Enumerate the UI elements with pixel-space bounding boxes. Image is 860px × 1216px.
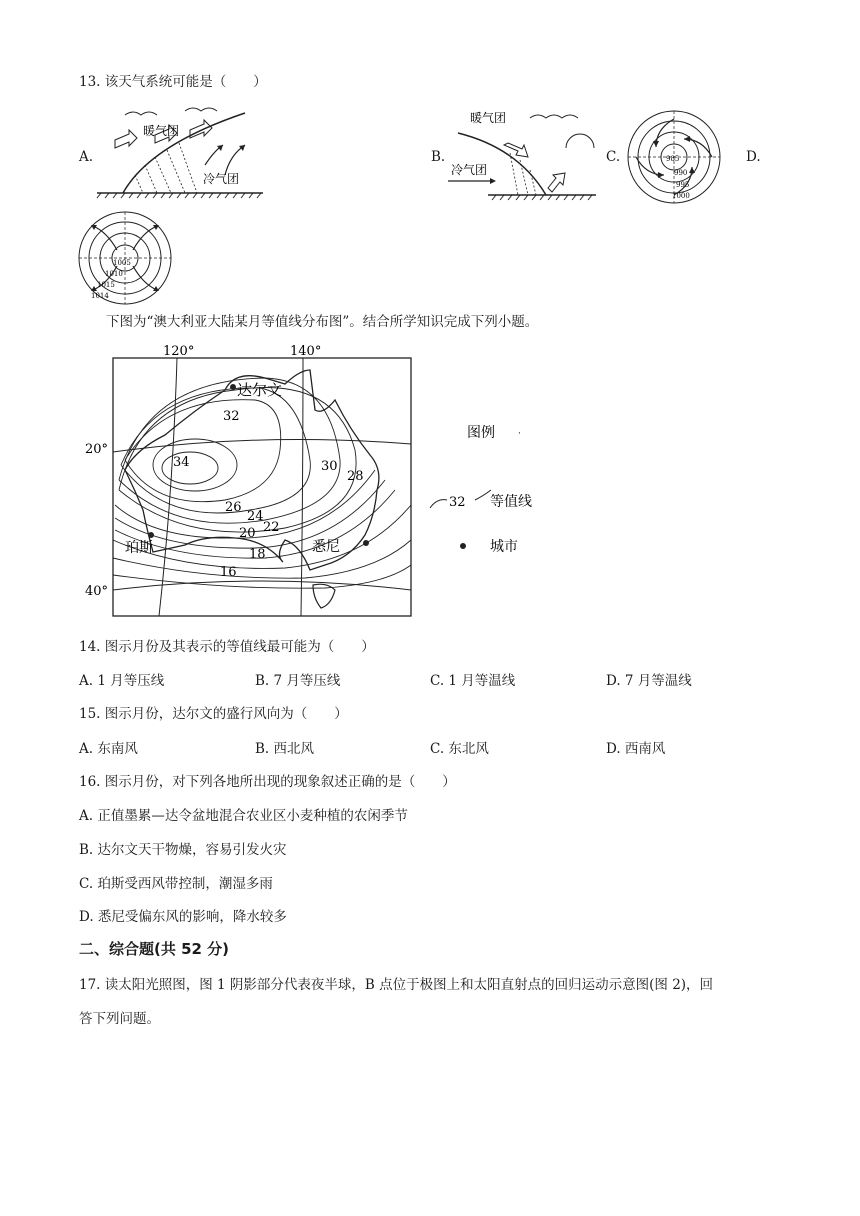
city-label-darwin: 达尔文 (237, 381, 283, 399)
iso-label-32: 32 (223, 409, 240, 424)
q14-option-a[interactable]: A. 1 月等压线 (79, 673, 165, 689)
city-dot-sydney (363, 540, 369, 546)
q13-option-c-label[interactable]: C. (606, 149, 621, 165)
q16-option-b[interactable]: B. 达尔文天干物燥，容易引发火灾 (79, 842, 287, 858)
q16-option-d[interactable]: D. 悉尼受偏东风的影响，降水较多 (79, 909, 287, 925)
iso-label-22: 22 (263, 520, 280, 535)
city-label-sydney: 悉尼 (312, 539, 340, 555)
map-intro: 下图为“澳大利亚大陆某月等值线分布图”。结合所学知识完成下列小题。 (106, 314, 539, 330)
iso-label-26: 26 (225, 500, 242, 515)
figure-c-iso-2: 990 (674, 169, 688, 177)
figure-a-warm-label: 暖气团 (143, 124, 180, 138)
q15-option-a[interactable]: A. 东南风 (79, 741, 138, 757)
map-lon-120: 120° (163, 344, 195, 359)
map-lon-140: 140° (290, 344, 322, 359)
figure-c-iso-1: 985 (666, 155, 680, 163)
figure-a-front-diagram (95, 105, 265, 200)
q14-stem: 14. 图示月份及其表示的等值线最可能为（ ） (79, 639, 375, 655)
figure-a-cold-label: 冷气团 (203, 172, 240, 186)
iso-label-16: 16 (220, 565, 237, 580)
iso-label-24: 24 (247, 509, 264, 524)
city-label-perth: 珀斯 (125, 540, 153, 556)
city-dot-darwin (230, 384, 236, 390)
figure-c-iso-4: 1000 (672, 192, 690, 200)
map-lat-20: 20° (85, 442, 109, 457)
q13-option-b-label[interactable]: B. (431, 149, 446, 165)
australia-isoline-map (85, 340, 555, 620)
legend-city-label: 城市 (490, 539, 518, 555)
figure-b-front-diagram (448, 108, 598, 200)
iso-label-34: 34 (173, 455, 190, 470)
city-dot-perth (148, 532, 154, 538)
figure-d-pressure-diagram (77, 210, 173, 306)
q15-option-d[interactable]: D. 西南风 (606, 741, 666, 757)
figure-c-pressure-diagram (626, 109, 722, 205)
q16-option-c[interactable]: C. 珀斯受西风带控制，潮湿多雨 (79, 876, 273, 892)
figure-b-warm-label: 暖气团 (470, 111, 507, 125)
iso-label-28: 28 (347, 469, 364, 484)
figure-c-iso-3: 995 (676, 181, 690, 189)
legend-line-value: 32 (449, 495, 466, 510)
figure-d-iso-3: 1015 (97, 281, 115, 289)
q15-stem: 15. 图示月份，达尔文的盛行风向为（ ） (79, 706, 348, 722)
legend-city-dot (460, 543, 466, 549)
section-2-heading: 二、综合题(共 52 分) (79, 940, 230, 958)
q13-option-d-label[interactable]: D. (746, 149, 761, 165)
q16-stem: 16. 图示月份，对下列各地所出现的现象叙述正确的是（ ） (79, 774, 456, 790)
q17-line-2: 答下列问题。 (79, 1011, 160, 1027)
q17-line-1: 17. 读太阳光照图，图 1 阴影部分代表夜半球，B 点位于极图上和太阳直射点的回归运动示意图(图 2)，回 (79, 977, 714, 993)
q15-option-c[interactable]: C. 东北风 (430, 741, 489, 757)
q14-option-c[interactable]: C. 1 月等温线 (430, 673, 516, 689)
q13-option-a-label[interactable]: A. (79, 149, 94, 165)
q14-option-d[interactable]: D. 7 月等温线 (606, 673, 692, 689)
map-lat-40: 40° (85, 584, 109, 599)
legend-line-label: 等值线 (490, 494, 532, 510)
iso-label-18: 18 (249, 547, 266, 562)
iso-label-20: 20 (239, 526, 256, 541)
q13-stem: 13. 该天气系统可能是（ ） (79, 74, 267, 90)
legend-mark: · (518, 429, 521, 439)
figure-b-cold-label: 冷气团 (451, 163, 488, 177)
iso-label-30: 30 (321, 459, 338, 474)
legend-title: 图例 (467, 425, 495, 441)
figure-d-iso-4: 1014 (91, 292, 109, 300)
q14-option-b[interactable]: B. 7 月等压线 (255, 673, 341, 689)
q15-option-b[interactable]: B. 西北风 (255, 741, 315, 757)
q16-option-a[interactable]: A. 正值墨累—达令盆地混合农业区小麦种植的农闲季节 (79, 808, 408, 824)
figure-d-iso-2: 1010 (105, 270, 123, 278)
figure-d-iso-1: 1005 (113, 259, 131, 267)
